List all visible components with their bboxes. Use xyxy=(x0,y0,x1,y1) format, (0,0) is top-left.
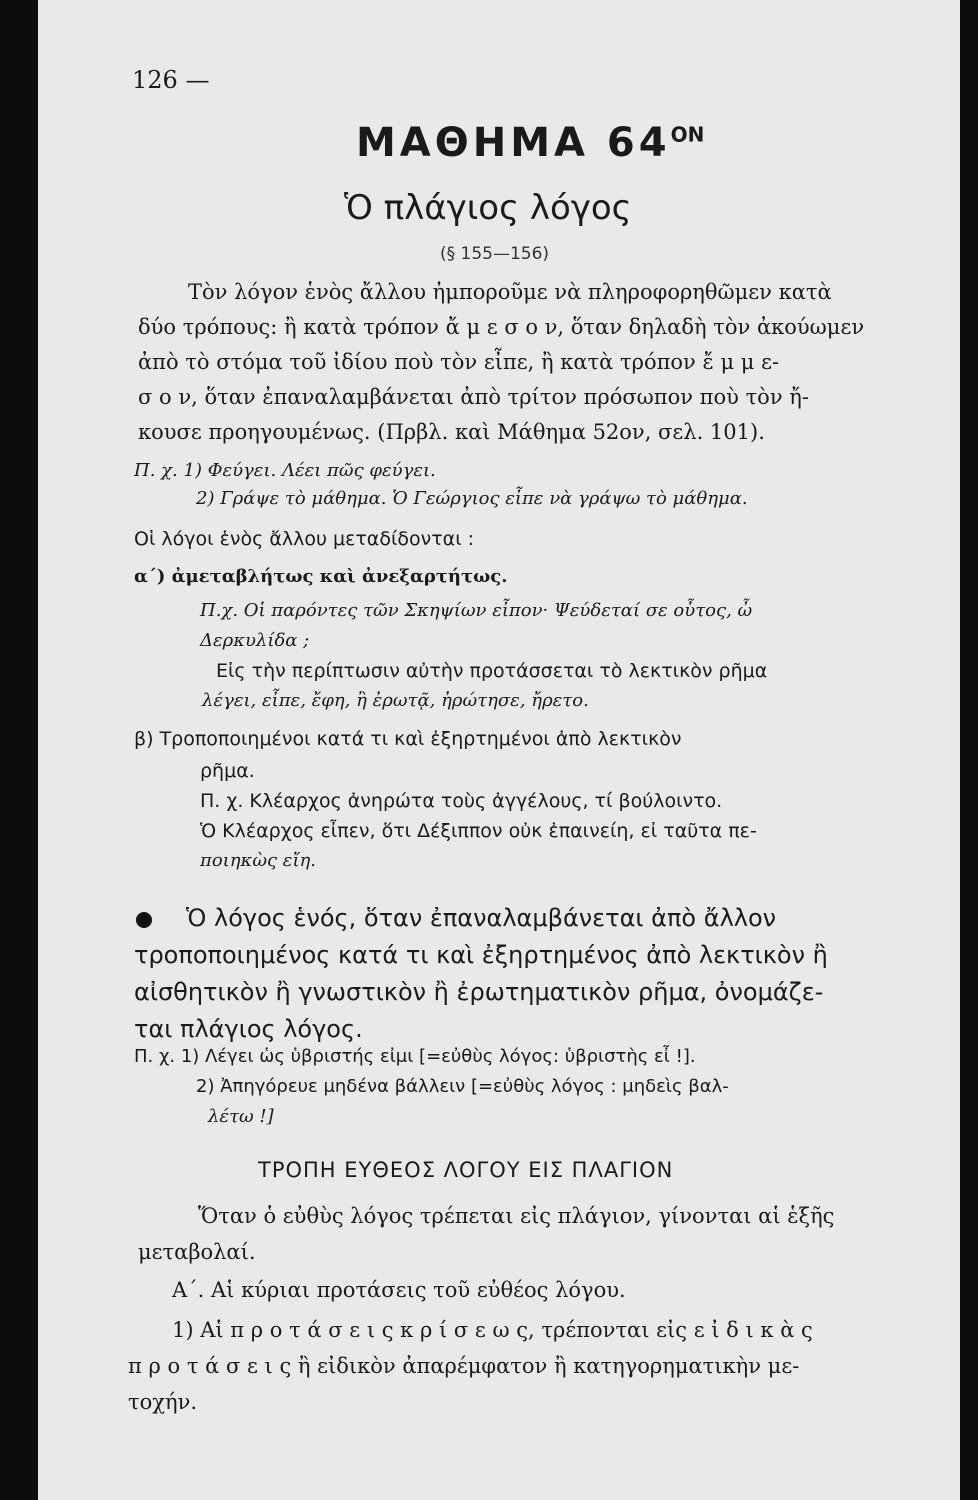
case-a-example-line-1: Π.χ. Οἱ παρόντες τῶν Σκηψίων εἶπον· Ψεύδεταί σε οὗτος, ὦ xyxy=(200,600,753,621)
case-b-example-line-2: Ὁ Κλέαρχος εἶπεν, ὅτι Δέξιππον οὐκ ἐπαινείη, εἰ ταῦτα πε- xyxy=(200,820,757,842)
lesson-title-text: ΜΑΘΗΜΑ 64 xyxy=(356,120,671,166)
intro-line-2: δύο τρόπους: ἢ κατὰ τρόπον ἄ μ ε σ ο ν, ὅταν δηλαδὴ τὸν ἀκούωμεν xyxy=(138,315,865,339)
page-number: 126 — xyxy=(132,66,210,94)
definition-line-2: τροποποιημένος κατά τι καὶ ἐξηρτημένος ἀπὸ λεκτικὸν ἢ xyxy=(134,941,828,969)
example-2-line-3: λέτω !] xyxy=(208,1106,274,1127)
change-line-1: Ὅταν ὁ εὐθὺς λόγος τρέπεται εἰς πλάγιον, γίνονται αἱ ἑξῆς xyxy=(198,1204,835,1228)
bullet-icon xyxy=(136,912,152,928)
section-heading: ΤΡΟΠΗ ΕΥΘΕΟΣ ΛΟΓΟΥ ΕΙΣ ΠΛΑΓΙΟΝ xyxy=(258,1158,674,1182)
case-b-line-1: β) Τροποποιημένοι κατά τι καὶ ἐξηρτημένοι ἀπὸ λεκτικὸν xyxy=(134,728,682,750)
case-b-line-2: ρῆμα. xyxy=(200,760,255,782)
section-reference: (§ 155—156) xyxy=(440,244,550,264)
case-a-heading: α΄) ἀμεταβλήτως καὶ ἀνεξαρτήτως. xyxy=(134,566,508,587)
speech-note: Οἱ λόγοι ἑνὸς ἄλλου μεταδίδονται : xyxy=(134,528,475,550)
case-b-example-line-1: Π. χ. Κλέαρχος ἀνηρώτα τοὺς ἀγγέλους, τί βούλοιντο. xyxy=(200,790,723,812)
change-line-2: μεταβολαί. xyxy=(138,1240,256,1264)
subheading-a: Α΄. Αἱ κύριαι προτάσεις τοῦ εὐθέος λόγου. xyxy=(172,1278,626,1302)
intro-line-3: ἀπὸ τὸ στόμα τοῦ ἰδίου ποὺ τὸν εἶπε, ἢ κατὰ τρόπον ἔ μ μ ε- xyxy=(138,350,780,374)
definition-line-4: ται πλάγιος λόγος. xyxy=(134,1015,363,1043)
example-2-line-1: Π. χ. 1) Λέγει ὡς ὑβριστής εἰμι [=εὐθὺς λόγος: ὑβριστὴς εἶ !]. xyxy=(134,1046,696,1067)
definition-line-1: Ὁ λόγος ἑνός, ὅταν ἐπαναλαμβάνεται ἀπὸ ἄλλον xyxy=(186,904,777,932)
lesson-title xyxy=(356,120,704,166)
lesson-title-sup: ΟΝ xyxy=(670,122,705,147)
intro-line-1: Τὸν λόγον ἑνὸς ἄλλου ἠμποροῦμε νὰ πληροφορηθῶμεν κατὰ xyxy=(188,280,832,304)
case-a-note-line-1: Εἰς τὴν περίπτωσιν αὐτὴν προτάσσεται τὸ λεκτικὸν ρῆμα xyxy=(216,660,768,682)
intro-line-4: σ ο ν, ὅταν ἐπαναλαμβάνεται ἀπὸ τρίτον πρόσωπον ποὺ τὸν ἤ- xyxy=(138,385,809,409)
example-1-line-2: 2) Γράψε τὸ μάθημα. Ὁ Γεώργιος εἶπε νὰ γράψω τὸ μάθημα. xyxy=(196,488,748,509)
rule-1-line-3: τοχήν. xyxy=(128,1390,198,1414)
intro-line-5: κουσε προηγουμένως. (Πρβλ. καὶ Μάθημα 52ον, σελ. 101). xyxy=(138,420,765,444)
example-1-line-1: Π. χ. 1) Φεύγει. Λέει πῶς φεύγει. xyxy=(134,460,436,481)
case-a-note-line-2: λέγει, εἶπε, ἔφη, ἢ ἐρωτᾷ, ἠρώτησε, ἤρετο. xyxy=(202,690,589,711)
subtitle: Ὁ πλάγιος λόγος xyxy=(344,188,632,228)
rule-1-line-1: 1) Αἱ π ρ ο τ ά σ ε ι ς κ ρ ί σ ε ω ς, τρέπονται εἰς ε ἰ δ ι κ ὰ ς xyxy=(172,1318,813,1342)
example-2-line-2: 2) Ἀπηγόρευε μηδένα βάλλειν [=εὐθὺς λόγος : μηδεὶς βαλ- xyxy=(196,1076,729,1097)
definition-line-3: αἰσθητικὸν ἢ γνωστικὸν ἢ ἐρωτηματικὸν ρῆμα, ὀνομάζε- xyxy=(134,978,824,1006)
rule-1-line-2: π ρ ο τ ά σ ε ι ς ἢ εἰδικὸν ἀπαρέμφατον ἢ κατηγορηματικὴν με- xyxy=(128,1354,800,1378)
case-b-example-line-3: ποιηκὼς εἴη. xyxy=(200,850,317,871)
case-a-example-line-2: Δερκυλίδα ; xyxy=(200,630,310,651)
book-page xyxy=(38,0,960,1500)
